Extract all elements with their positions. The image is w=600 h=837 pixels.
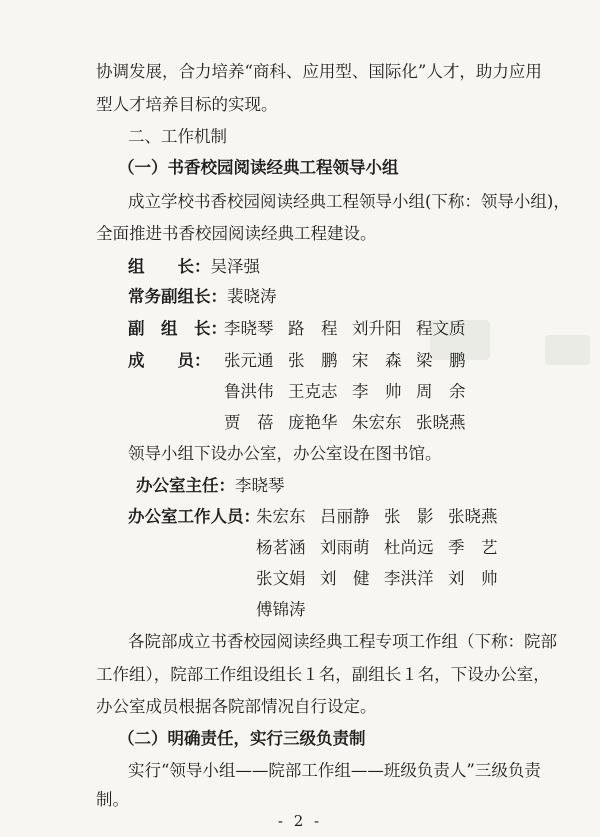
deputy-names bbox=[224, 318, 480, 340]
member-name: 庞艳华 bbox=[288, 413, 338, 432]
office-director-label: 办公室主任： bbox=[136, 476, 235, 495]
deputy-name: 刘升阳 bbox=[352, 319, 402, 338]
staff-name: 李洪洋 bbox=[384, 569, 434, 588]
member-name: 张晓燕 bbox=[416, 413, 466, 432]
staff-name: 杨茗涵 bbox=[256, 538, 306, 557]
member-name: 周 余 bbox=[416, 382, 466, 401]
office-staff-line-2 bbox=[256, 537, 512, 559]
member-name: 鲁洪伟 bbox=[224, 382, 274, 401]
office-staff-line-3 bbox=[256, 568, 512, 590]
leader-label: 组 长： bbox=[128, 257, 211, 276]
staff-name: 刘 健 bbox=[320, 569, 370, 588]
leader-name: 吴泽强 bbox=[210, 257, 260, 276]
office-director-name: 李晓琴 bbox=[235, 476, 285, 495]
staff-name: 朱宏东 bbox=[256, 507, 306, 526]
section-heading: 二、工作机制 bbox=[128, 127, 227, 146]
office-staff-label: 办公室工作人员： bbox=[128, 507, 260, 526]
members-line-3 bbox=[224, 412, 480, 434]
deputy-name: 程文质 bbox=[416, 319, 466, 338]
leader-row bbox=[128, 256, 260, 278]
page-number: - 2 - bbox=[277, 812, 323, 830]
staff-name: 张文娟 bbox=[256, 569, 306, 588]
office-director-row bbox=[136, 475, 285, 497]
deputy-label: 副 组 长： bbox=[128, 319, 227, 338]
deputy-name: 李晓琴 bbox=[224, 319, 274, 338]
member-name: 李 帅 bbox=[352, 382, 402, 401]
sub1-para-line-1: 成立学校书香校园阅读经典工程领导小组(下称：领导小组)， bbox=[128, 192, 570, 211]
members-row bbox=[128, 350, 211, 372]
exec-deputy-name: 裴晓涛 bbox=[227, 287, 277, 306]
exec-deputy-label: 常务副组长： bbox=[128, 287, 227, 306]
staff-name: 傅锦涛 bbox=[256, 600, 306, 619]
member-name: 宋 森 bbox=[352, 351, 402, 370]
office-staff-line-1 bbox=[256, 506, 512, 528]
intro-line-2: 型人才培养目标的实现。 bbox=[96, 95, 278, 114]
members-label: 成 员： bbox=[128, 351, 211, 370]
office-staff-line-4 bbox=[256, 599, 320, 621]
exec-deputy-row bbox=[128, 286, 277, 308]
dept-para-line-1: 各院部成立书香校园阅读经典工程专项工作组（下称：院部 bbox=[128, 632, 557, 651]
staff-name: 刘 帅 bbox=[448, 569, 498, 588]
intro-line-1: 协调发展，合力培养“商科、应用型、国际化”人才，助力应用 bbox=[96, 62, 542, 81]
office-note: 领导小组下设办公室，办公室设在图书馆。 bbox=[128, 444, 442, 463]
scan-artifact bbox=[545, 335, 590, 365]
sub2-para-line-2: 制。 bbox=[96, 790, 129, 809]
deputy-row bbox=[128, 318, 227, 340]
sub2-para-line-1: 实行“领导小组——院部工作组——班级负责人”三级负责 bbox=[128, 761, 541, 780]
staff-name: 张晓燕 bbox=[448, 507, 498, 526]
member-name: 梁 鹏 bbox=[416, 351, 466, 370]
member-name: 贾 蓓 bbox=[224, 413, 274, 432]
subsection-2-heading: （二）明确责任，实行三级负责制 bbox=[118, 729, 366, 748]
deputy-name: 路 程 bbox=[288, 319, 338, 338]
dept-para-line-3: 办公室成员根据各院部情况自行设定。 bbox=[96, 697, 377, 716]
members-line-1 bbox=[224, 350, 480, 372]
subsection-1-heading: （一）书香校园阅读经典工程领导小组 bbox=[118, 158, 399, 177]
staff-name: 张 影 bbox=[384, 507, 434, 526]
member-name: 张元通 bbox=[224, 351, 274, 370]
dept-para-line-2: 工作组），院部工作组设组长１名，副组长１名，下设办公室， bbox=[96, 665, 550, 684]
staff-name: 季 艺 bbox=[448, 538, 498, 557]
sub1-para-line-2: 全面推进书香校园阅读经典工程建设。 bbox=[96, 224, 377, 243]
members-line-2 bbox=[224, 381, 480, 403]
member-name: 朱宏东 bbox=[352, 413, 402, 432]
staff-name: 杜尚远 bbox=[384, 538, 434, 557]
staff-name: 刘雨萌 bbox=[320, 538, 370, 557]
member-name: 张 鹏 bbox=[288, 351, 338, 370]
member-name: 王克志 bbox=[288, 382, 338, 401]
office-staff-row bbox=[128, 506, 260, 528]
staff-name: 吕丽静 bbox=[320, 507, 370, 526]
